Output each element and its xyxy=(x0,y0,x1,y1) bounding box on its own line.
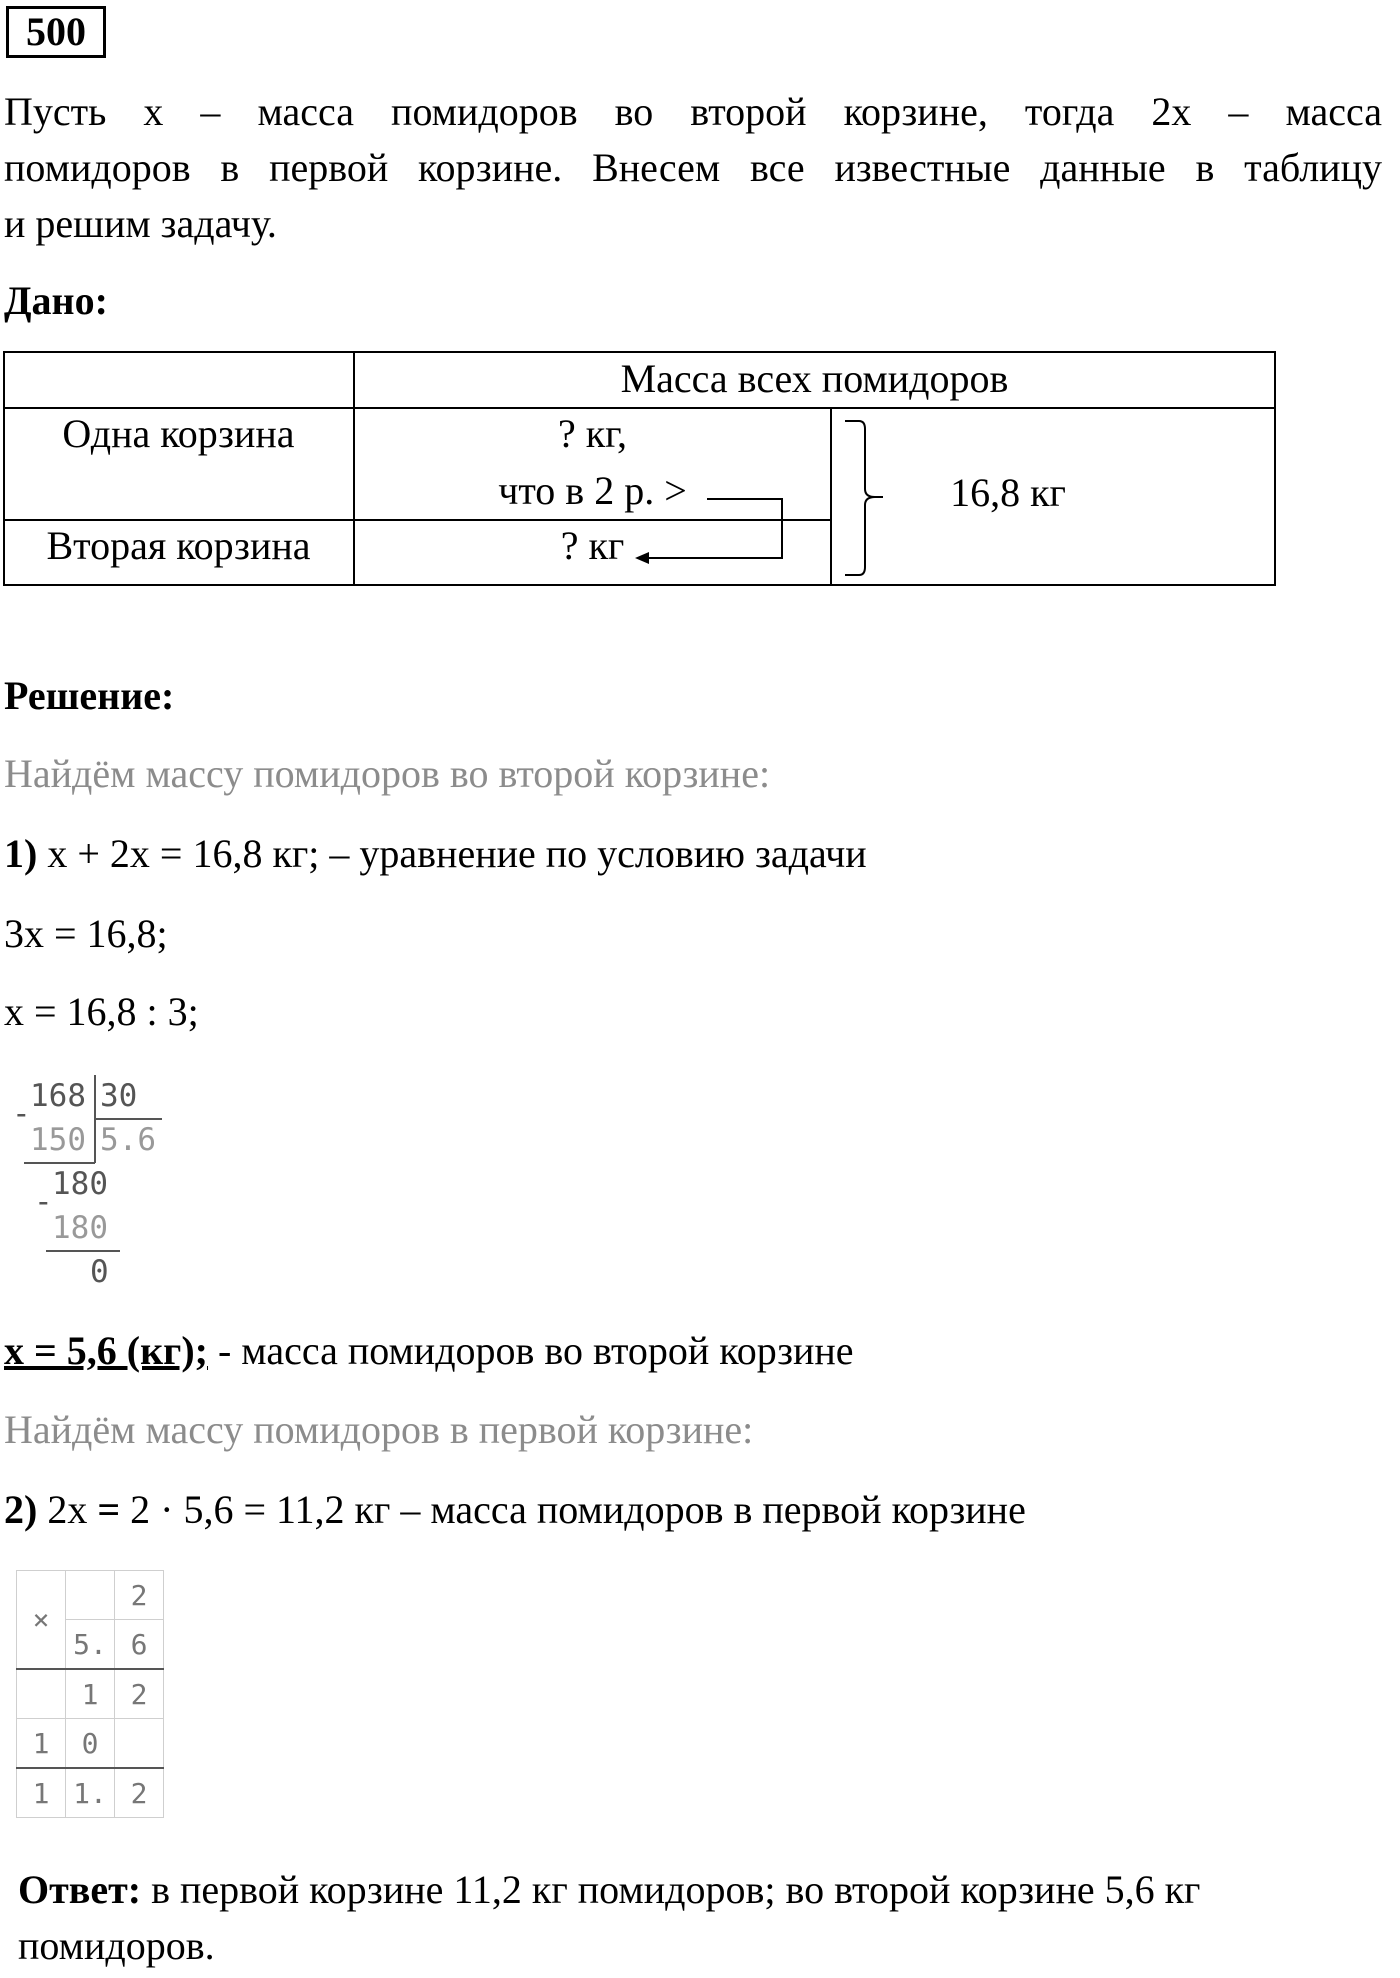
intro-line: Пусть x – масса помидоров во второй корзине, тогда 2x – масса xyxy=(4,89,1382,134)
result1-note: - масса помидоров во второй корзине xyxy=(207,1328,854,1373)
intro-paragraph xyxy=(4,84,1382,252)
column-header: Масса всех помидоров xyxy=(620,356,1009,401)
equation-3x: 3x = 16,8; xyxy=(4,911,168,956)
remainder-1: 180 xyxy=(52,1166,108,1202)
grid-cell: 1 xyxy=(17,1768,66,1818)
grid-cell: 2 xyxy=(115,1669,164,1719)
result1-line xyxy=(4,1323,854,1379)
answer-text: в первой корзине 11,2 кг помидоров; во второй корзине 5,6 кг помидоров. xyxy=(18,1867,1201,1968)
subtrahend-1: 150 xyxy=(30,1122,86,1158)
grid-cell: 6 xyxy=(115,1620,164,1670)
step2-equals: = xyxy=(97,1487,121,1532)
problem-number: 500 xyxy=(6,6,106,58)
grid-cell: 1. xyxy=(66,1768,115,1818)
step2-number: 2) xyxy=(4,1487,38,1532)
grid-cell: 0 xyxy=(66,1719,115,1769)
step2-note: Найдём массу помидоров в первой корзине: xyxy=(4,1407,754,1452)
row2-value: ? кг xyxy=(560,523,625,568)
grid-cell: 2 xyxy=(115,1768,164,1818)
row2-label: Вторая корзина xyxy=(46,523,311,568)
grid-cell xyxy=(66,1571,115,1620)
multiplication-grid xyxy=(16,1570,164,1818)
step1-line xyxy=(4,826,867,882)
long-division xyxy=(10,1075,170,1290)
answer-paragraph xyxy=(18,1862,1400,1974)
result1-value: x = 5,6 (кг); xyxy=(4,1328,208,1373)
multiply-sign: × xyxy=(17,1571,66,1670)
grid-cell xyxy=(115,1719,164,1769)
solution-heading: Решение: xyxy=(4,673,175,718)
step1-note: Найдём массу помидоров во второй корзине: xyxy=(4,751,771,796)
step2-line xyxy=(4,1482,1026,1538)
row1-value-line2: что в 2 р. > xyxy=(498,468,687,513)
step1-number: 1) xyxy=(4,831,38,876)
step1-equation: x + 2x = 16,8 кг; – уравнение по условию задачи xyxy=(37,831,867,876)
quotient: 5.6 xyxy=(100,1122,156,1158)
grid-cell: 1 xyxy=(66,1669,115,1719)
grid-cell: 2 xyxy=(115,1571,164,1620)
row1-label: Одна корзина xyxy=(62,411,295,456)
step2-rhs: 2 · 5,6 = 11,2 кг – масса помидоров в первой корзине xyxy=(120,1487,1026,1532)
grid-cell xyxy=(17,1669,66,1719)
dividend: 168 xyxy=(30,1078,86,1114)
equation-x: x = 16,8 : 3; xyxy=(4,989,199,1034)
subtrahend-2: 180 xyxy=(52,1210,108,1246)
grid-cell: 1 xyxy=(17,1719,66,1769)
minus-sign: - xyxy=(34,1184,53,1220)
given-table xyxy=(3,351,1276,586)
remainder-2: 0 xyxy=(90,1254,109,1290)
intro-line: помидоров в первой корзине. Внесем все известные данные в таблицу xyxy=(4,145,1382,190)
minus-sign: - xyxy=(12,1096,31,1132)
right-brace-icon xyxy=(845,421,875,575)
answer-label: Ответ: xyxy=(18,1867,142,1912)
step2-lhs: 2x xyxy=(37,1487,98,1532)
total-mass: 16,8 кг xyxy=(950,470,1066,515)
row1-value-line1: ? кг, xyxy=(557,411,628,456)
divisor: 30 xyxy=(100,1078,138,1114)
given-heading: Дано: xyxy=(4,278,108,323)
grid-cell: 5. xyxy=(66,1620,115,1670)
intro-line: и решим задачу. xyxy=(4,201,277,246)
